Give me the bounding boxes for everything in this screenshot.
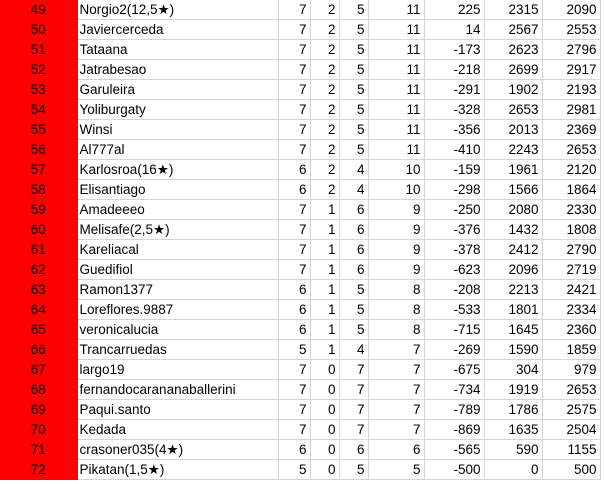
table-row [0,280,600,300]
value-cell-6[interactable]: 2567 [484,20,542,40]
value-cell-5[interactable]: 225 [424,0,484,20]
value-cell-1[interactable]: 7 [278,200,310,220]
table-row [0,300,600,320]
table-row [0,360,600,380]
table-row [0,440,600,460]
rank-cell[interactable]: 51 [0,40,77,60]
value-cell-7[interactable]: 1155 [542,440,600,460]
value-cell-4[interactable]: 7 [368,420,424,440]
rank-cell[interactable]: 54 [0,100,77,120]
rank-cell[interactable]: 53 [0,80,77,100]
player-name-cell[interactable]: Yoliburgaty [77,100,278,120]
value-cell-1[interactable]: 7 [278,80,310,100]
table-row [0,240,600,260]
value-cell-5[interactable]: -356 [424,120,484,140]
value-cell-6[interactable]: 1432 [484,220,542,240]
value-cell-5[interactable]: -376 [424,220,484,240]
value-cell-1[interactable]: 7 [278,380,310,400]
player-name-cell[interactable]: largo19 [77,360,278,380]
player-name-cell[interactable]: Trancarruedas [77,340,278,360]
value-cell-2[interactable]: 2 [310,180,339,200]
value-cell-1[interactable]: 5 [278,460,310,480]
value-cell-2[interactable]: 0 [310,380,339,400]
value-cell-4[interactable]: 11 [368,0,424,20]
value-cell-6[interactable]: 1786 [484,400,542,420]
value-cell-5[interactable]: -250 [424,200,484,220]
player-name-cell[interactable]: Ramon1377 [77,280,278,300]
value-cell-4[interactable]: 6 [368,440,424,460]
value-cell-7[interactable]: 2719 [542,260,600,280]
value-cell-3[interactable]: 5 [339,100,368,120]
value-cell-7[interactable]: 2369 [542,120,600,140]
value-cell-2[interactable]: 2 [310,40,339,60]
value-cell-7[interactable]: 979 [542,360,600,380]
value-cell-3[interactable]: 4 [339,160,368,180]
value-cell-5[interactable]: -410 [424,140,484,160]
value-cell-2[interactable]: 2 [310,60,339,80]
value-cell-3[interactable]: 4 [339,340,368,360]
rank-cell[interactable]: 55 [0,120,77,140]
value-cell-4[interactable]: 9 [368,220,424,240]
value-cell-1[interactable]: 6 [278,320,310,340]
rank-cell[interactable]: 62 [0,260,77,280]
value-cell-3[interactable]: 5 [339,460,368,480]
rank-cell[interactable]: 52 [0,60,77,80]
rank-cell[interactable]: 72 [0,460,77,480]
player-name-cell[interactable]: Javiercerceda [77,20,278,40]
value-cell-1[interactable]: 7 [278,240,310,260]
value-cell-2[interactable]: 1 [310,320,339,340]
value-cell-4[interactable]: 11 [368,20,424,40]
value-cell-4[interactable]: 9 [368,200,424,220]
value-cell-6[interactable]: 2412 [484,240,542,260]
value-cell-2[interactable]: 1 [310,240,339,260]
rank-cell[interactable]: 56 [0,140,77,160]
value-cell-6[interactable]: 2080 [484,200,542,220]
value-cell-6[interactable]: 1645 [484,320,542,340]
value-cell-7[interactable]: 2120 [542,160,600,180]
value-cell-1[interactable]: 6 [278,280,310,300]
value-cell-5[interactable]: -218 [424,60,484,80]
table-row [0,400,600,420]
rank-cell[interactable]: 71 [0,440,77,460]
table-row [0,0,600,20]
value-cell-6[interactable]: 1801 [484,300,542,320]
value-cell-2[interactable]: 1 [310,220,339,240]
value-cell-1[interactable]: 7 [278,20,310,40]
rank-cell[interactable]: 60 [0,220,77,240]
value-cell-1[interactable]: 5 [278,340,310,360]
value-cell-3[interactable]: 6 [339,200,368,220]
value-cell-3[interactable]: 5 [339,40,368,60]
value-cell-7[interactable]: 2790 [542,240,600,260]
value-cell-1[interactable]: 7 [278,60,310,80]
value-cell-6[interactable]: 0 [484,460,542,480]
player-name-cell[interactable]: Garuleira [77,80,278,100]
value-cell-7[interactable]: 2504 [542,420,600,440]
value-cell-5[interactable]: 14 [424,20,484,40]
value-cell-2[interactable]: 0 [310,440,339,460]
value-cell-5[interactable]: -789 [424,400,484,420]
value-cell-2[interactable]: 2 [310,0,339,20]
player-name-cell[interactable]: Loreflores.9887 [77,300,278,320]
value-cell-4[interactable]: 9 [368,260,424,280]
table-row [0,260,600,280]
rank-cell[interactable]: 69 [0,400,77,420]
value-cell-5[interactable]: -269 [424,340,484,360]
value-cell-7[interactable]: 2917 [542,60,600,80]
value-cell-4[interactable]: 11 [368,120,424,140]
player-name-cell[interactable]: Melisafe(2,5★) [77,220,278,240]
rank-cell[interactable]: 68 [0,380,77,400]
value-cell-5[interactable]: -715 [424,320,484,340]
table-row [0,460,600,480]
value-cell-1[interactable]: 7 [278,40,310,60]
value-cell-1[interactable]: 6 [278,160,310,180]
rank-cell[interactable]: 49 [0,0,77,20]
value-cell-6[interactable]: 1902 [484,80,542,100]
value-cell-7[interactable]: 1864 [542,180,600,200]
player-name-cell[interactable]: Norgio2(12,5★) [77,0,278,20]
value-cell-1[interactable]: 7 [278,400,310,420]
value-cell-1[interactable]: 7 [278,260,310,280]
rank-cell[interactable]: 63 [0,280,77,300]
player-name-cell[interactable]: Kedada [77,420,278,440]
value-cell-7[interactable]: 2981 [542,100,600,120]
value-cell-2[interactable]: 2 [310,20,339,40]
value-cell-7[interactable]: 2575 [542,400,600,420]
value-cell-5[interactable]: -623 [424,260,484,280]
value-cell-5[interactable]: -565 [424,440,484,460]
value-cell-2[interactable]: 2 [310,140,339,160]
table-row [0,220,600,240]
value-cell-5[interactable]: -298 [424,180,484,200]
value-cell-7[interactable]: 2796 [542,40,600,60]
player-name-cell[interactable]: Amadeeeo [77,200,278,220]
player-name-cell[interactable]: Winsi [77,120,278,140]
value-cell-5[interactable]: -675 [424,360,484,380]
value-cell-4[interactable]: 7 [368,360,424,380]
player-name-cell[interactable]: crasoner035(4★) [77,440,278,460]
value-cell-6[interactable]: 2623 [484,40,542,60]
rank-cell[interactable]: 50 [0,20,77,40]
rank-cell[interactable]: 64 [0,300,77,320]
value-cell-4[interactable]: 7 [368,400,424,420]
value-cell-1[interactable]: 6 [278,180,310,200]
value-cell-3[interactable]: 7 [339,360,368,380]
value-cell-4[interactable]: 11 [368,100,424,120]
rank-cell[interactable]: 57 [0,160,77,180]
value-cell-3[interactable]: 4 [339,180,368,200]
value-cell-2[interactable]: 1 [310,340,339,360]
value-cell-4[interactable]: 7 [368,340,424,360]
player-name-cell[interactable]: Al777al [77,140,278,160]
value-cell-5[interactable]: -291 [424,80,484,100]
table-row [0,20,600,40]
table-row [0,60,600,80]
value-cell-6[interactable]: 304 [484,360,542,380]
table-row [0,40,600,60]
table-row [0,340,600,360]
value-cell-7[interactable]: 2553 [542,20,600,40]
value-cell-3[interactable]: 5 [339,300,368,320]
value-cell-2[interactable]: 2 [310,120,339,140]
player-name-cell[interactable]: fernandocarananaballerini [77,380,278,400]
value-cell-5[interactable]: -328 [424,100,484,120]
table-row [0,160,600,180]
rank-cell[interactable]: 65 [0,320,77,340]
table-row [0,420,600,440]
value-cell-2[interactable]: 0 [310,400,339,420]
table-row [0,140,600,160]
table-row [0,200,600,220]
player-name-cell[interactable]: veronicalucia [77,320,278,340]
value-cell-7[interactable]: 1859 [542,340,600,360]
value-cell-4[interactable]: 5 [368,460,424,480]
player-name-cell[interactable]: Karlosroa(16★) [77,160,278,180]
value-cell-6[interactable]: 2243 [484,140,542,160]
value-cell-4[interactable]: 7 [368,380,424,400]
rank-cell[interactable]: 66 [0,340,77,360]
value-cell-2[interactable]: 1 [310,300,339,320]
value-cell-3[interactable]: 5 [339,0,368,20]
value-cell-5[interactable]: -869 [424,420,484,440]
value-cell-2[interactable]: 2 [310,80,339,100]
value-cell-2[interactable]: 1 [310,260,339,280]
value-cell-2[interactable]: 0 [310,420,339,440]
value-cell-1[interactable]: 7 [278,100,310,120]
value-cell-2[interactable]: 1 [310,200,339,220]
player-name-cell[interactable]: Guedifiol [77,260,278,280]
value-cell-7[interactable]: 2334 [542,300,600,320]
value-cell-4[interactable]: 11 [368,40,424,60]
value-cell-4[interactable]: 11 [368,80,424,100]
value-cell-3[interactable]: 6 [339,220,368,240]
player-name-cell[interactable]: Elisantiago [77,180,278,200]
value-cell-3[interactable]: 5 [339,20,368,40]
value-cell-3[interactable]: 6 [339,240,368,260]
value-cell-6[interactable]: 1961 [484,160,542,180]
value-cell-7[interactable]: 2421 [542,280,600,300]
value-cell-7[interactable]: 2360 [542,320,600,340]
value-cell-3[interactable]: 6 [339,440,368,460]
value-cell-2[interactable]: 0 [310,360,339,380]
value-cell-6[interactable]: 2653 [484,100,542,120]
table-row [0,120,600,140]
rank-cell[interactable]: 70 [0,420,77,440]
value-cell-6[interactable]: 2096 [484,260,542,280]
value-cell-2[interactable]: 1 [310,280,339,300]
value-cell-1[interactable]: 7 [278,140,310,160]
table-row [0,180,600,200]
value-cell-6[interactable]: 1566 [484,180,542,200]
value-cell-6[interactable]: 1635 [484,420,542,440]
value-cell-4[interactable]: 11 [368,140,424,160]
value-cell-3[interactable]: 6 [339,260,368,280]
value-cell-6[interactable]: 2699 [484,60,542,80]
value-cell-1[interactable]: 6 [278,440,310,460]
value-cell-4[interactable]: 10 [368,160,424,180]
table-row [0,100,600,120]
value-cell-3[interactable]: 5 [339,120,368,140]
value-cell-4[interactable]: 8 [368,300,424,320]
value-cell-6[interactable]: 1590 [484,340,542,360]
rank-cell[interactable]: 58 [0,180,77,200]
rank-cell[interactable]: 67 [0,360,77,380]
value-cell-5[interactable]: -208 [424,280,484,300]
value-cell-4[interactable]: 9 [368,240,424,260]
value-cell-1[interactable]: 7 [278,220,310,240]
value-cell-7[interactable]: 2653 [542,380,600,400]
value-cell-2[interactable]: 0 [310,460,339,480]
table-row [0,320,600,340]
value-cell-5[interactable]: -173 [424,40,484,60]
value-cell-3[interactable]: 5 [339,80,368,100]
rank-cell[interactable]: 61 [0,240,77,260]
player-name-cell[interactable]: Tataana [77,40,278,60]
value-cell-6[interactable]: 590 [484,440,542,460]
value-cell-6[interactable]: 2315 [484,0,542,20]
value-cell-7[interactable]: 2193 [542,80,600,100]
value-cell-3[interactable]: 7 [339,400,368,420]
value-cell-3[interactable]: 5 [339,60,368,80]
value-cell-6[interactable]: 2013 [484,120,542,140]
value-cell-7[interactable]: 2090 [542,0,600,20]
value-cell-1[interactable]: 7 [278,0,310,20]
value-cell-6[interactable]: 2213 [484,280,542,300]
rank-cell[interactable]: 59 [0,200,77,220]
value-cell-1[interactable]: 7 [278,360,310,380]
player-name-cell[interactable]: Paqui.santo [77,400,278,420]
value-cell-4[interactable]: 8 [368,280,424,300]
player-name-cell[interactable]: Pikatan(1,5★) [77,460,278,480]
value-cell-3[interactable]: 5 [339,320,368,340]
value-cell-7[interactable]: 2330 [542,200,600,220]
value-cell-3[interactable]: 7 [339,380,368,400]
value-cell-5[interactable]: -734 [424,380,484,400]
value-cell-7[interactable]: 2653 [542,140,600,160]
value-cell-1[interactable]: 6 [278,300,310,320]
value-cell-3[interactable]: 7 [339,420,368,440]
value-cell-1[interactable]: 7 [278,120,310,140]
value-cell-7[interactable]: 1808 [542,220,600,240]
value-cell-6[interactable]: 1919 [484,380,542,400]
value-cell-4[interactable]: 11 [368,60,424,80]
value-cell-3[interactable]: 5 [339,140,368,160]
value-cell-4[interactable]: 10 [368,180,424,200]
value-cell-2[interactable]: 2 [310,100,339,120]
value-cell-4[interactable]: 8 [368,320,424,340]
value-cell-5[interactable]: -159 [424,160,484,180]
value-cell-2[interactable]: 2 [310,160,339,180]
player-name-cell[interactable]: Kareliacal [77,240,278,260]
value-cell-7[interactable]: 500 [542,460,600,480]
value-cell-5[interactable]: -378 [424,240,484,260]
value-cell-3[interactable]: 5 [339,280,368,300]
table-row [0,380,600,400]
value-cell-5[interactable]: -533 [424,300,484,320]
value-cell-1[interactable]: 7 [278,420,310,440]
value-cell-5[interactable]: -500 [424,460,484,480]
table-row [0,80,600,100]
player-name-cell[interactable]: Jatrabesao [77,60,278,80]
